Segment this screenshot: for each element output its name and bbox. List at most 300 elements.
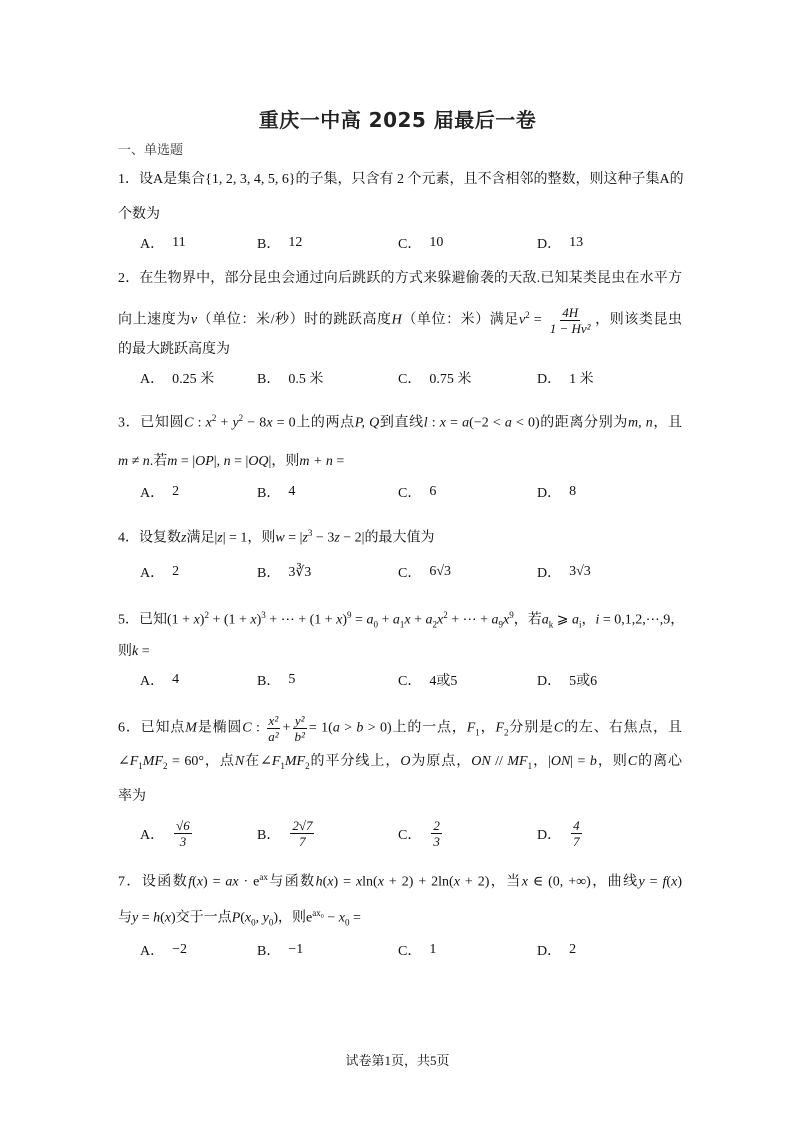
answer-option-a <box>140 818 194 849</box>
question-6-line-3 <box>118 787 682 807</box>
question-7-line-1 <box>118 867 682 893</box>
text-run: ) = <box>202 874 226 890</box>
answer-option-b <box>257 940 303 960</box>
option-label: B． <box>257 372 281 387</box>
answer-option-c <box>398 368 471 388</box>
text-run: (−2 < <box>469 415 505 431</box>
option-label: B． <box>257 486 281 501</box>
math-symbol: MF <box>284 754 306 769</box>
question-6-options <box>140 818 700 848</box>
text-run: − 8 <box>243 415 267 431</box>
superscript: ax <box>259 872 268 882</box>
math-symbol: x <box>164 910 172 926</box>
math-symbol: OP <box>195 454 214 469</box>
text-run: 4．设复数 <box>118 530 181 546</box>
option-value <box>288 564 311 581</box>
text-run: = 60°，点 <box>167 754 235 769</box>
option-label: C． <box>398 674 422 689</box>
math-symbol: a <box>366 612 374 628</box>
math-symbol: ON <box>471 754 491 769</box>
math-symbol: F <box>129 754 139 769</box>
answer-option-a <box>140 233 186 253</box>
option-value <box>429 484 436 500</box>
fraction-numerator: y² <box>294 713 305 728</box>
math-symbol: O <box>400 754 411 769</box>
text-run: + ⋯ + <box>447 612 492 628</box>
text-run: ) <box>199 612 205 628</box>
fraction-numerator: 4 <box>573 818 580 833</box>
option-label: B． <box>257 674 281 689</box>
fraction-denominator: 7 <box>299 834 306 849</box>
option-label: C． <box>398 827 422 843</box>
option-value <box>429 564 451 580</box>
answer-option-c <box>398 940 436 960</box>
option-label: B． <box>257 827 281 843</box>
math-symbol: k <box>132 644 139 659</box>
text-run: 7．设函数 <box>118 874 189 890</box>
fraction-numerator: 2 <box>433 818 440 833</box>
text-run: 12 <box>288 235 303 250</box>
text-run: 2．在生物界中，部分昆虫会通过向后跳跃的方式来躲避偷袭的天敌.已知某类昆虫在水平方 <box>118 271 682 286</box>
text-run: + <box>377 612 393 628</box>
math-symbol: x <box>453 874 460 890</box>
option-label: C． <box>398 566 422 581</box>
option-label: A． <box>140 372 165 387</box>
math-symbol: y <box>262 910 269 926</box>
text-run: = <box>529 312 546 328</box>
text-run: −2 <box>172 942 188 957</box>
text-run: ，且 <box>652 415 682 431</box>
question-3-options <box>140 482 700 512</box>
text-run: )交于一点 <box>171 910 232 926</box>
math-symbol: C <box>184 415 194 431</box>
math-symbol: h <box>315 874 323 890</box>
subscript: 1 <box>399 619 405 630</box>
math-symbol: x <box>503 612 510 628</box>
text-run: ( <box>666 874 672 890</box>
text-run: 3∛3 <box>288 564 312 580</box>
text-run: 6 <box>429 484 437 499</box>
page-title: 重庆一中高 2025 届最后一卷 <box>258 108 537 132</box>
fraction <box>266 713 280 744</box>
text-run: )，则e <box>273 910 313 926</box>
question-2-line-2 <box>118 305 682 336</box>
question-5-line-2 <box>118 642 682 662</box>
option-label: B． <box>257 566 281 581</box>
text-run: 是椭圆 <box>196 720 243 736</box>
answer-option-d <box>537 482 576 502</box>
question-1-line-1 <box>118 170 682 190</box>
subscript: 0 <box>268 917 274 928</box>
option-value <box>569 942 576 958</box>
math-symbol: C <box>242 720 252 736</box>
text-run: 分别是 <box>508 720 554 736</box>
text-run: , <box>255 910 263 926</box>
answer-option-b <box>257 368 323 388</box>
answer-option-d <box>537 562 591 582</box>
math-symbol: a <box>332 720 340 736</box>
math-symbol: P <box>231 910 241 926</box>
option-value <box>172 942 187 958</box>
answer-option-a <box>140 940 187 960</box>
math-symbol: x <box>355 874 363 890</box>
answer-option-b <box>257 562 311 582</box>
text-run: ln( <box>362 874 378 890</box>
fraction <box>293 713 307 744</box>
text-run: = <box>351 612 367 628</box>
text-run: 11 <box>172 235 186 250</box>
math-symbol: z <box>217 530 223 546</box>
fraction <box>431 818 442 849</box>
text-run: |, <box>213 454 224 469</box>
question-7-options <box>140 940 700 970</box>
subscript: 0 <box>251 917 256 928</box>
text-run: = <box>349 910 361 926</box>
math-symbol: x <box>377 874 384 890</box>
option-label: D． <box>537 486 562 501</box>
superscript: 2 <box>525 310 530 321</box>
option-label: A． <box>140 827 165 843</box>
text-run: 4 <box>288 484 296 499</box>
text-run: ， <box>479 720 496 736</box>
text-run: 在∠ <box>244 754 272 769</box>
text-run: ( <box>322 874 328 890</box>
text-run: ) = <box>333 874 356 890</box>
fraction-numerator: 4H <box>562 305 579 320</box>
text-run: = 0上的两点 <box>272 415 355 431</box>
text-run: : <box>193 415 206 431</box>
math-symbol: a <box>541 612 549 628</box>
math-symbol: H <box>391 312 402 328</box>
math-symbol: OQ <box>248 454 269 469</box>
text-run: + ⋯ + (1 + <box>265 612 337 628</box>
math-symbol: MF <box>142 754 164 769</box>
subscript: k <box>548 619 554 630</box>
text-run: （单位：米）满足 <box>401 312 519 328</box>
text-run: + 2) + 2ln( <box>383 874 454 890</box>
option-label: D． <box>537 566 562 581</box>
text-run: ， <box>581 612 596 628</box>
option-label: D． <box>537 674 562 689</box>
text-run: ∈ (0, +∞)，曲线 <box>527 874 639 890</box>
superscript: ax₀ <box>312 908 324 918</box>
option-label: D． <box>537 827 562 843</box>
text-run: 与 <box>118 910 132 926</box>
text-run: 4或5 <box>429 674 458 689</box>
math-symbol: a <box>425 612 433 628</box>
superscript: 2 <box>204 610 209 620</box>
text-run: 的平分线上， <box>309 754 401 769</box>
text-run: ∠ <box>118 754 130 769</box>
answer-option-b <box>257 670 295 690</box>
option-value <box>172 484 179 500</box>
option-value <box>429 670 457 690</box>
answer-option-a <box>140 670 179 690</box>
option-value <box>569 818 584 849</box>
text-run: = <box>332 454 345 469</box>
math-symbol: MF <box>507 754 528 769</box>
math-symbol: z <box>334 530 340 546</box>
text-run: ( <box>240 910 245 926</box>
text-run: 1 <box>429 942 437 957</box>
fraction-numerator: x² <box>268 713 279 728</box>
superscript: 2 <box>238 413 244 423</box>
fraction-denominator: a² <box>268 729 279 744</box>
text-run: 率为 <box>118 789 146 804</box>
text-run: 5或6 <box>569 674 598 689</box>
text-run: − 2|的最大值为 <box>339 530 435 546</box>
text-run: 8 <box>569 484 577 499</box>
text-run: 0.75 米 <box>429 372 472 387</box>
option-label: D． <box>537 944 562 959</box>
math-symbol: x <box>250 612 257 628</box>
text-run: 5．已知(1 + <box>118 612 194 628</box>
math-symbol: m ≠ n <box>118 454 150 469</box>
math-symbol: F <box>495 720 505 736</box>
math-symbol: z <box>181 530 187 546</box>
option-value <box>288 235 302 251</box>
text-run: + <box>410 612 426 628</box>
math-symbol: b <box>356 720 364 736</box>
subscript: 2 <box>432 619 437 630</box>
math-symbol: x <box>327 874 334 890</box>
text-run: = <box>138 644 150 659</box>
option-value <box>569 670 597 690</box>
superscript: 3 <box>307 528 313 538</box>
question-2-options <box>140 368 700 398</box>
text-run: 0.5 米 <box>288 372 324 387</box>
subscript: 9 <box>498 619 503 630</box>
option-value <box>429 368 471 388</box>
math-symbol: a <box>504 415 512 431</box>
math-symbol: a <box>491 612 499 628</box>
answer-option-c <box>398 562 451 582</box>
text-run: 13 <box>569 235 584 250</box>
text-run: ) <box>256 612 262 628</box>
math-symbol: y <box>132 910 139 926</box>
option-label: B． <box>257 237 281 252</box>
text-run: = <box>138 910 154 926</box>
subscript: 0 <box>345 917 350 928</box>
option-label: C． <box>398 372 422 387</box>
text-run: 满足| <box>186 530 218 546</box>
option-label: C． <box>398 486 422 501</box>
math-symbol: w <box>275 530 285 546</box>
math-symbol: M <box>185 720 197 736</box>
fraction-denominator: b² <box>294 729 305 744</box>
text-run: + <box>216 415 233 431</box>
text-run: // <box>490 754 508 769</box>
superscript: 2 <box>443 610 448 620</box>
math-symbol: f <box>662 874 667 890</box>
math-symbol: z <box>302 530 308 546</box>
text-run: = | <box>230 454 249 469</box>
option-label: B． <box>257 944 281 959</box>
text-run: 到直线 <box>379 415 424 431</box>
math-symbol: x <box>336 612 343 628</box>
math-symbol: b <box>589 754 597 769</box>
superscript: 2 <box>211 413 217 423</box>
math-symbol: C <box>553 720 564 736</box>
fraction <box>571 818 582 849</box>
text-run: = | <box>284 530 303 546</box>
math-symbol: l <box>423 415 428 431</box>
option-value <box>288 484 295 500</box>
option-label: D． <box>537 237 562 252</box>
answer-option-c <box>398 482 436 502</box>
option-label: A． <box>140 944 165 959</box>
math-symbol: y <box>638 874 645 890</box>
math-symbol: x <box>338 910 346 926</box>
option-value <box>429 942 436 958</box>
option-label: D． <box>537 372 562 387</box>
question-5-line-1 <box>118 605 685 634</box>
text-run: 5 <box>288 672 296 687</box>
question-7-line-2 <box>118 903 682 932</box>
superscript: 9 <box>509 610 514 620</box>
math-symbol: x <box>196 874 203 890</box>
math-symbol: F <box>466 720 476 736</box>
question-3-line-2 <box>118 452 682 472</box>
subscript: 2 <box>305 760 310 771</box>
text-run: （单位：米/秒）时的跳跃高度 <box>197 312 392 328</box>
text-run: · e <box>238 874 260 890</box>
text-run: .若 <box>149 454 168 469</box>
answer-option-c <box>398 233 443 253</box>
option-label: A． <box>140 566 165 581</box>
text-run: −1 <box>288 942 304 957</box>
subscript: 2 <box>504 727 509 738</box>
page-footer: 试卷第1页，共5页 <box>345 1053 450 1068</box>
answer-option-d <box>537 818 584 849</box>
fraction <box>174 818 192 849</box>
math-symbol: x <box>193 612 200 628</box>
option-value <box>569 564 591 580</box>
option-value <box>172 564 179 580</box>
question-4-options <box>140 562 700 592</box>
text-run: 3√3 <box>569 564 591 579</box>
math-symbol: h <box>153 910 161 926</box>
option-value <box>288 818 316 849</box>
math-symbol: a <box>571 612 579 628</box>
text-run: 则 <box>118 644 132 659</box>
math-symbol: ON <box>550 754 571 769</box>
math-symbol: x <box>521 874 528 890</box>
text-run: ，若 <box>513 612 542 628</box>
option-value <box>172 235 185 251</box>
text-run: 10 <box>429 235 444 250</box>
math-symbol: x <box>439 415 447 431</box>
math-symbol: a <box>462 415 470 431</box>
math-symbol: x <box>404 612 411 628</box>
math-symbol: f <box>188 874 193 890</box>
text-run: 1 米 <box>569 372 594 387</box>
superscript: 3 <box>261 610 266 620</box>
option-value <box>569 484 576 500</box>
text-run: 的最大跳跃高度为 <box>118 342 230 357</box>
text-run: − 3 <box>312 530 335 546</box>
math-symbol: x <box>244 910 252 926</box>
text-run: ) <box>677 874 682 890</box>
fraction-denominator: 7 <box>573 834 580 849</box>
subscript: 1 <box>527 760 533 771</box>
text-run: − <box>323 910 339 926</box>
text-run: ⩾ <box>553 612 572 628</box>
fraction-denominator: 3 <box>433 834 440 849</box>
text-run: ，则 <box>596 754 628 769</box>
math-symbol: N <box>234 754 245 769</box>
option-label: C． <box>398 944 422 959</box>
text-run: ( <box>160 910 165 926</box>
option-label: A． <box>140 674 165 689</box>
option-value <box>288 368 323 388</box>
text-run: | = 1，则 <box>222 530 276 546</box>
section-heading: 一、单选题 <box>118 142 184 157</box>
math-symbol: i <box>595 612 600 628</box>
fraction-numerator: 2√7 <box>292 818 313 833</box>
math-symbol: x <box>266 415 273 431</box>
text-run: 与函数 <box>267 874 316 890</box>
superscript: 9 <box>347 610 352 620</box>
answer-option-b <box>257 233 302 253</box>
math-symbol: v <box>518 312 526 328</box>
answer-option-d <box>537 233 583 253</box>
answer-option-b <box>257 818 316 849</box>
fraction-denominator: 3 <box>179 834 187 849</box>
question-5-options <box>140 670 700 700</box>
text-run: = 1( <box>308 720 333 736</box>
text-run: = <box>446 415 463 431</box>
answer-option-b <box>257 482 295 502</box>
text-run: 2 <box>569 942 577 957</box>
math-symbol: P, Q <box>354 415 380 431</box>
text-run: 向上速度为 <box>118 312 191 328</box>
answer-option-a <box>140 482 179 502</box>
text-run: = <box>644 874 663 890</box>
option-value <box>429 235 443 251</box>
answer-option-c <box>398 818 444 849</box>
text-run: 0.25 米 <box>172 372 215 387</box>
question-3-line-1 <box>118 408 682 434</box>
question-4-line-1 <box>118 523 682 549</box>
text-run: : <box>251 720 265 736</box>
text-run: : <box>427 415 440 431</box>
question-2-line-3 <box>118 340 682 360</box>
answer-option-d <box>537 670 597 690</box>
answer-option-c <box>398 670 457 690</box>
text-run: 的左、右焦点，且 <box>563 720 682 736</box>
text-run: 6．已知点 <box>118 720 186 736</box>
text-run: > <box>339 720 357 736</box>
math-symbol: m, n <box>628 415 653 431</box>
text-run: 为原点， <box>410 754 472 769</box>
option-value <box>172 672 179 688</box>
option-value <box>172 368 214 388</box>
math-symbol: m <box>167 454 178 469</box>
math-symbol: m + n <box>299 454 333 469</box>
subscript: 2 <box>163 760 168 771</box>
option-value <box>569 235 583 251</box>
option-value <box>172 818 194 849</box>
option-value <box>429 818 444 849</box>
math-symbol: v <box>190 312 198 328</box>
answer-option-a <box>140 562 179 582</box>
option-value <box>288 672 295 688</box>
text-run: 2 <box>172 564 180 579</box>
option-label: A． <box>140 486 165 501</box>
math-symbol: ax <box>225 874 239 890</box>
question-2-line-1 <box>118 269 682 289</box>
